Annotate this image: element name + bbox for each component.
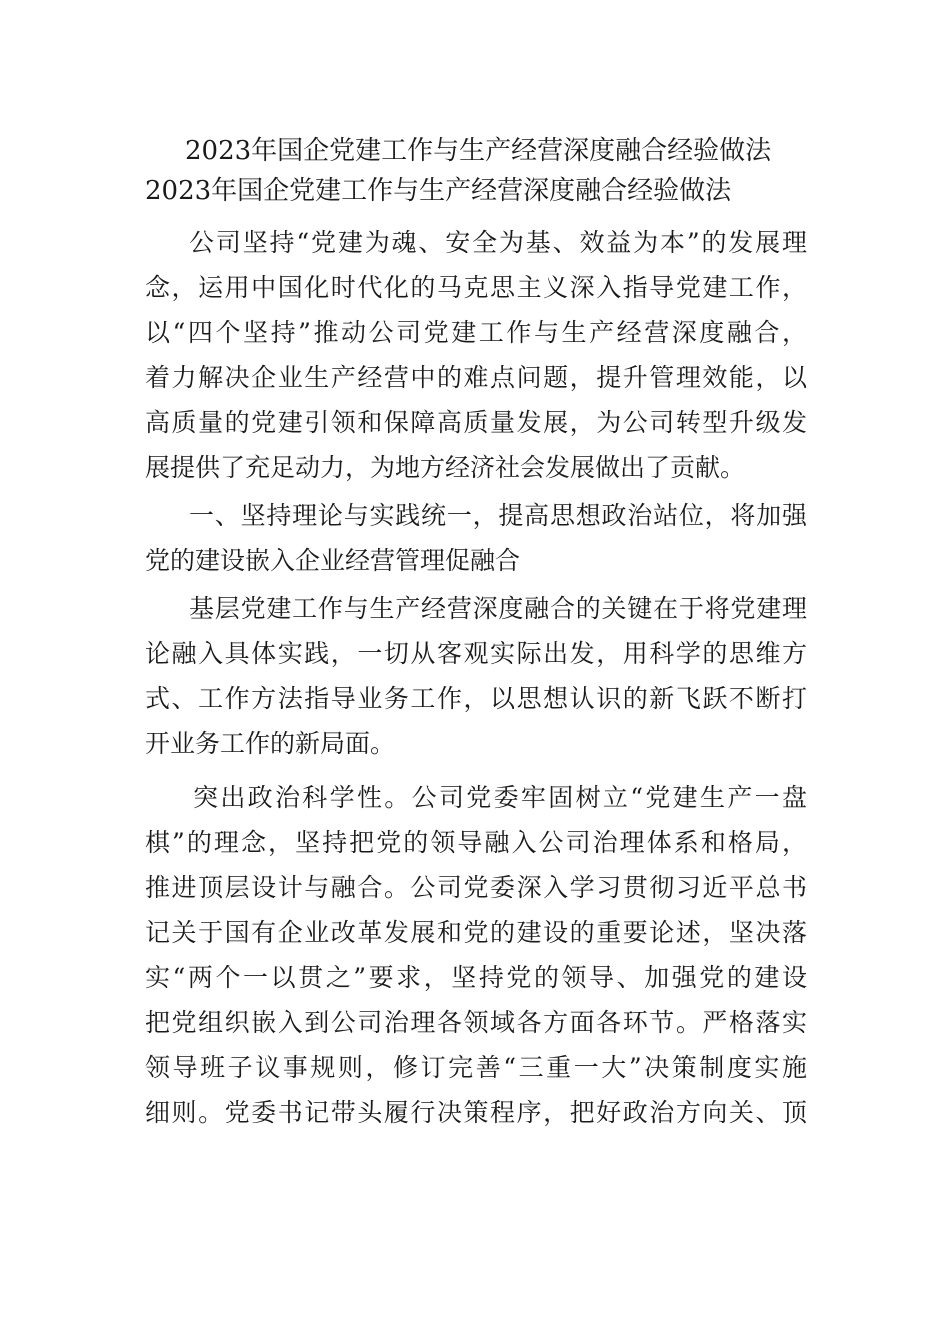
paragraph-line: 领导班子议事规则，修订完善“三重一大”决策制度实施: [145, 1053, 807, 1082]
paragraph-line: 展提供了充足动力，为地方经济社会发展做出了贡献。: [145, 453, 746, 482]
paragraph-line: 记关于国有企业改革发展和党的建设的重要论述，坚决落: [145, 918, 807, 947]
paragraph-line: 式、工作方法指导业务工作，以思想认识的新飞跃不断打: [145, 684, 807, 713]
paragraph-line: 以“四个坚持”推动公司党建工作与生产经营深度融合，: [145, 318, 807, 347]
paragraph-intro: [145, 220, 807, 490]
document-body: [145, 131, 807, 1135]
paragraph-line: 着力解决企业生产经营中的难点问题，提升管理效能，以: [145, 363, 807, 392]
paragraph-line: 基层党建工作与生产经营深度融合的关键在于将党建理: [189, 594, 807, 623]
heading-line: 一、坚持理论与实践统一，提高思想政治站位，将加强: [189, 501, 807, 530]
paragraph-line: 推进顶层设计与融合。公司党委深入学习贯彻习近平总书: [145, 873, 807, 902]
paragraph-line: 公司坚持“党建为魂、安全为基、效益为本”的发展理: [189, 228, 807, 257]
paragraph-line: 念，运用中国化时代化的马克思主义深入指导党建工作，: [145, 273, 807, 302]
paragraph-line: 高质量的党建引领和保障高质量发展，为公司转型升级发: [145, 408, 807, 437]
paragraph-political: [145, 775, 807, 1135]
document-title-repeat: 2023年国企党建工作与生产经营深度融合经验做法: [145, 176, 732, 206]
paragraph-line: 实“两个一以贯之”要求，坚持党的领导、加强党的建设: [145, 963, 807, 992]
paragraph-line: 论融入具体实践，一切从客观实际出发，用科学的思维方: [145, 639, 807, 668]
section-heading-1: [145, 493, 807, 583]
document-title: 2023年国企党建工作与生产经营深度融合经验做法: [185, 136, 772, 166]
paragraph-line: 把党组织嵌入到公司治理各领域各方面各环节。严格落实: [145, 1008, 807, 1037]
paragraph-line: 突出政治科学性。公司党委牢固树立“党建生产一盘: [193, 783, 807, 812]
heading-line: 党的建设嵌入企业经营管理促融合: [145, 546, 521, 575]
paragraph-line: 开业务工作的新局面。: [145, 729, 396, 758]
paragraph-line: 细则。党委书记带头履行决策程序，把好政治方向关、顶: [145, 1098, 807, 1127]
paragraph-practice: [145, 586, 807, 766]
paragraph-line: 棋”的理念，坚持把党的领导融入公司治理体系和格局，: [145, 828, 807, 857]
